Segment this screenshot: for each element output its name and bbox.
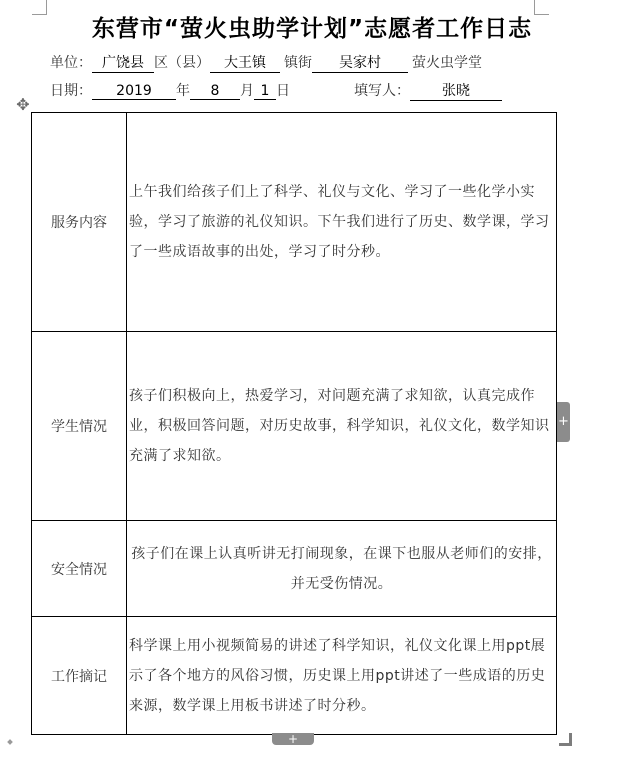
row-content[interactable]: 孩子们积极向上，热爱学习，对问题充满了求知欲，认真完成作业，积极回答问题，对历史故事，科学知识，礼仪文化，数学知识充满了求知欲。 bbox=[127, 332, 557, 521]
county-suffix: 区（县） bbox=[154, 55, 210, 71]
log-table bbox=[31, 112, 557, 735]
day-value: 1 bbox=[254, 83, 276, 100]
row-content[interactable]: 科学课上用小视频简易的讲述了科学知识，礼仪文化课上用ppt展示了各个地方的风俗习惯，历史课上用ppt讲述了一些成语的历史来源，数学课上用板书讲述了时分秒。 bbox=[127, 617, 557, 735]
table-row bbox=[32, 521, 557, 617]
unit-label: 单位： bbox=[50, 55, 92, 71]
unit-row bbox=[50, 52, 482, 73]
table-row bbox=[32, 617, 557, 735]
school-value: 萤火虫学堂 bbox=[412, 55, 482, 71]
date-row bbox=[50, 80, 502, 101]
document-title: 东营市“萤火虫助学计划”志愿者工作日志 bbox=[91, 16, 533, 42]
row-label: 工作摘记 bbox=[32, 617, 127, 735]
add-row-plus-icon[interactable]: + bbox=[272, 733, 314, 745]
month-value: 8 bbox=[190, 83, 240, 100]
row-label: 学生情况 bbox=[32, 332, 127, 521]
add-column-plus-icon[interactable]: + bbox=[557, 402, 570, 442]
writer-value: 张晓 bbox=[410, 80, 502, 101]
county-value: 广饶县 bbox=[92, 52, 154, 73]
day-suffix: 日 bbox=[276, 83, 290, 99]
town-value: 大王镇 bbox=[210, 52, 280, 73]
date-label: 日期： bbox=[50, 83, 92, 99]
writer-label: 填写人： bbox=[354, 83, 410, 99]
move-handle-icon[interactable]: ✥ bbox=[16, 95, 30, 114]
town-suffix: 镇街 bbox=[284, 55, 312, 71]
table-row bbox=[32, 332, 557, 521]
row-label: 安全情况 bbox=[32, 521, 127, 617]
table-row bbox=[32, 113, 557, 332]
month-suffix: 月 bbox=[240, 83, 254, 99]
table-resize-icon[interactable] bbox=[559, 733, 572, 746]
row-content[interactable]: 上午我们给孩子们上了科学、礼仪与文化、学习了一些化学小实验，学习了旅游的礼仪知识。下午我们进行了历史、数学课，学习了一些成语故事的出处，学习了时分秒。 bbox=[127, 113, 557, 332]
page-marker-icon bbox=[7, 739, 13, 745]
year-suffix: 年 bbox=[176, 83, 190, 99]
year-value: 2019 bbox=[92, 83, 176, 100]
row-label: 服务内容 bbox=[32, 113, 127, 332]
row-content[interactable]: 孩子们在课上认真听讲无打闹现象，在课下也服从老师们的安排，并无受伤情况。 bbox=[127, 521, 557, 617]
village-value: 吴家村 bbox=[312, 52, 408, 73]
